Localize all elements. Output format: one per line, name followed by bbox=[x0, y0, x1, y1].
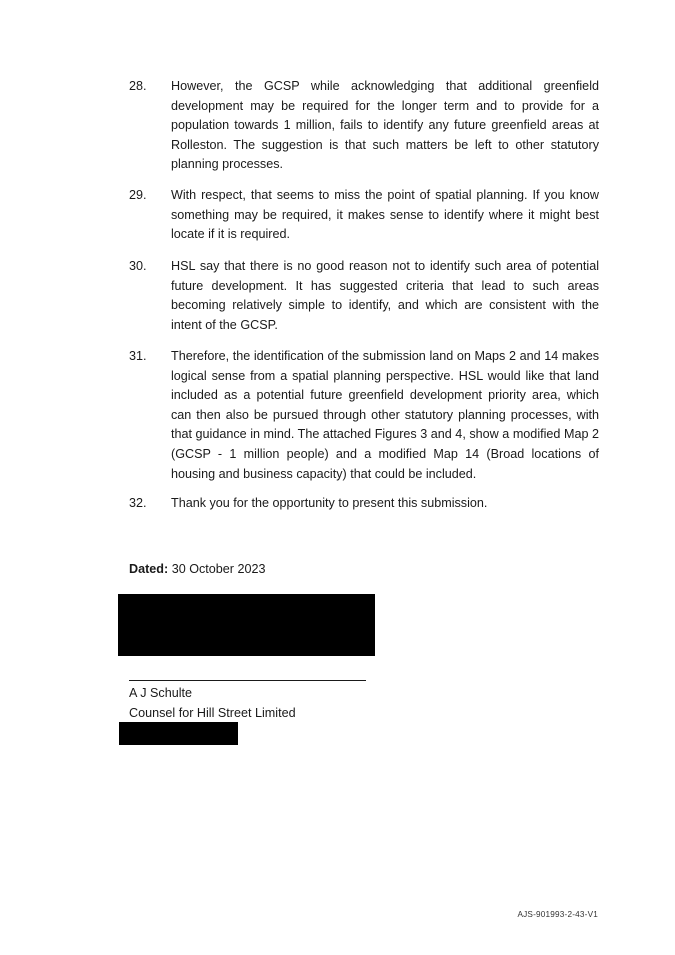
paragraph-28 bbox=[129, 77, 599, 175]
signer-title: Counsel for Hill Street Limited bbox=[129, 705, 296, 720]
dated-line bbox=[129, 560, 266, 580]
paragraph-32 bbox=[129, 494, 599, 514]
paragraph-number: 30. bbox=[129, 259, 147, 273]
paragraph-text: Thank you for the opportunity to present this submission. bbox=[171, 496, 488, 510]
paragraph-number: 28. bbox=[129, 79, 147, 93]
paragraph-text: Therefore, the identification of the submission land on Maps 2 and 14 makes logical sense from a spatial planning perspective. HSL would like that land included as a potential future greenfield development priority area, which can then also be pursued through other statutory planning processes, with that guidance in mind. The attached Figures 3 and 4, show a modified Map 2 (GCSP - 1 million people) and a modified Map 14 (Broad locations of housing and business capacity) that could be included. bbox=[171, 349, 599, 481]
document-reference: AJS-901993-2-43-V1 bbox=[517, 910, 598, 919]
dated-value: 30 October 2023 bbox=[171, 562, 266, 576]
redacted-signature-block bbox=[118, 594, 375, 656]
paragraph-text: However, the GCSP while acknowledging that additional greenfield development may be required for the longer term and to provide for a population towards 1 million, fails to identify any future greenfield areas at Rolleston. The suggestion is that such matters be left to other statutory planning processes. bbox=[171, 79, 599, 172]
paragraph-29 bbox=[129, 186, 599, 245]
paragraph-31 bbox=[129, 347, 599, 484]
redacted-contact-block bbox=[119, 722, 238, 745]
signer-name: A J Schulte bbox=[129, 686, 193, 700]
paragraph-30 bbox=[129, 257, 599, 335]
paragraph-text: With respect, that seems to miss the point of spatial planning. If you know something may be required, it makes sense to identify where it might best locate if it is required. bbox=[171, 188, 599, 242]
paragraph-text: HSL say that there is no good reason not to identify such area of potential future development. It has suggested criteria that lead to such areas becoming relatively simple to identify, and which are consistent with the intent of the GCSP. bbox=[171, 259, 599, 332]
paragraph-number: 29. bbox=[129, 188, 147, 202]
signature-line bbox=[129, 680, 366, 681]
paragraph-number: 32. bbox=[129, 496, 147, 510]
paragraph-number: 31. bbox=[129, 349, 147, 363]
signer-block bbox=[129, 684, 296, 723]
dated-label: Dated: bbox=[129, 562, 169, 576]
